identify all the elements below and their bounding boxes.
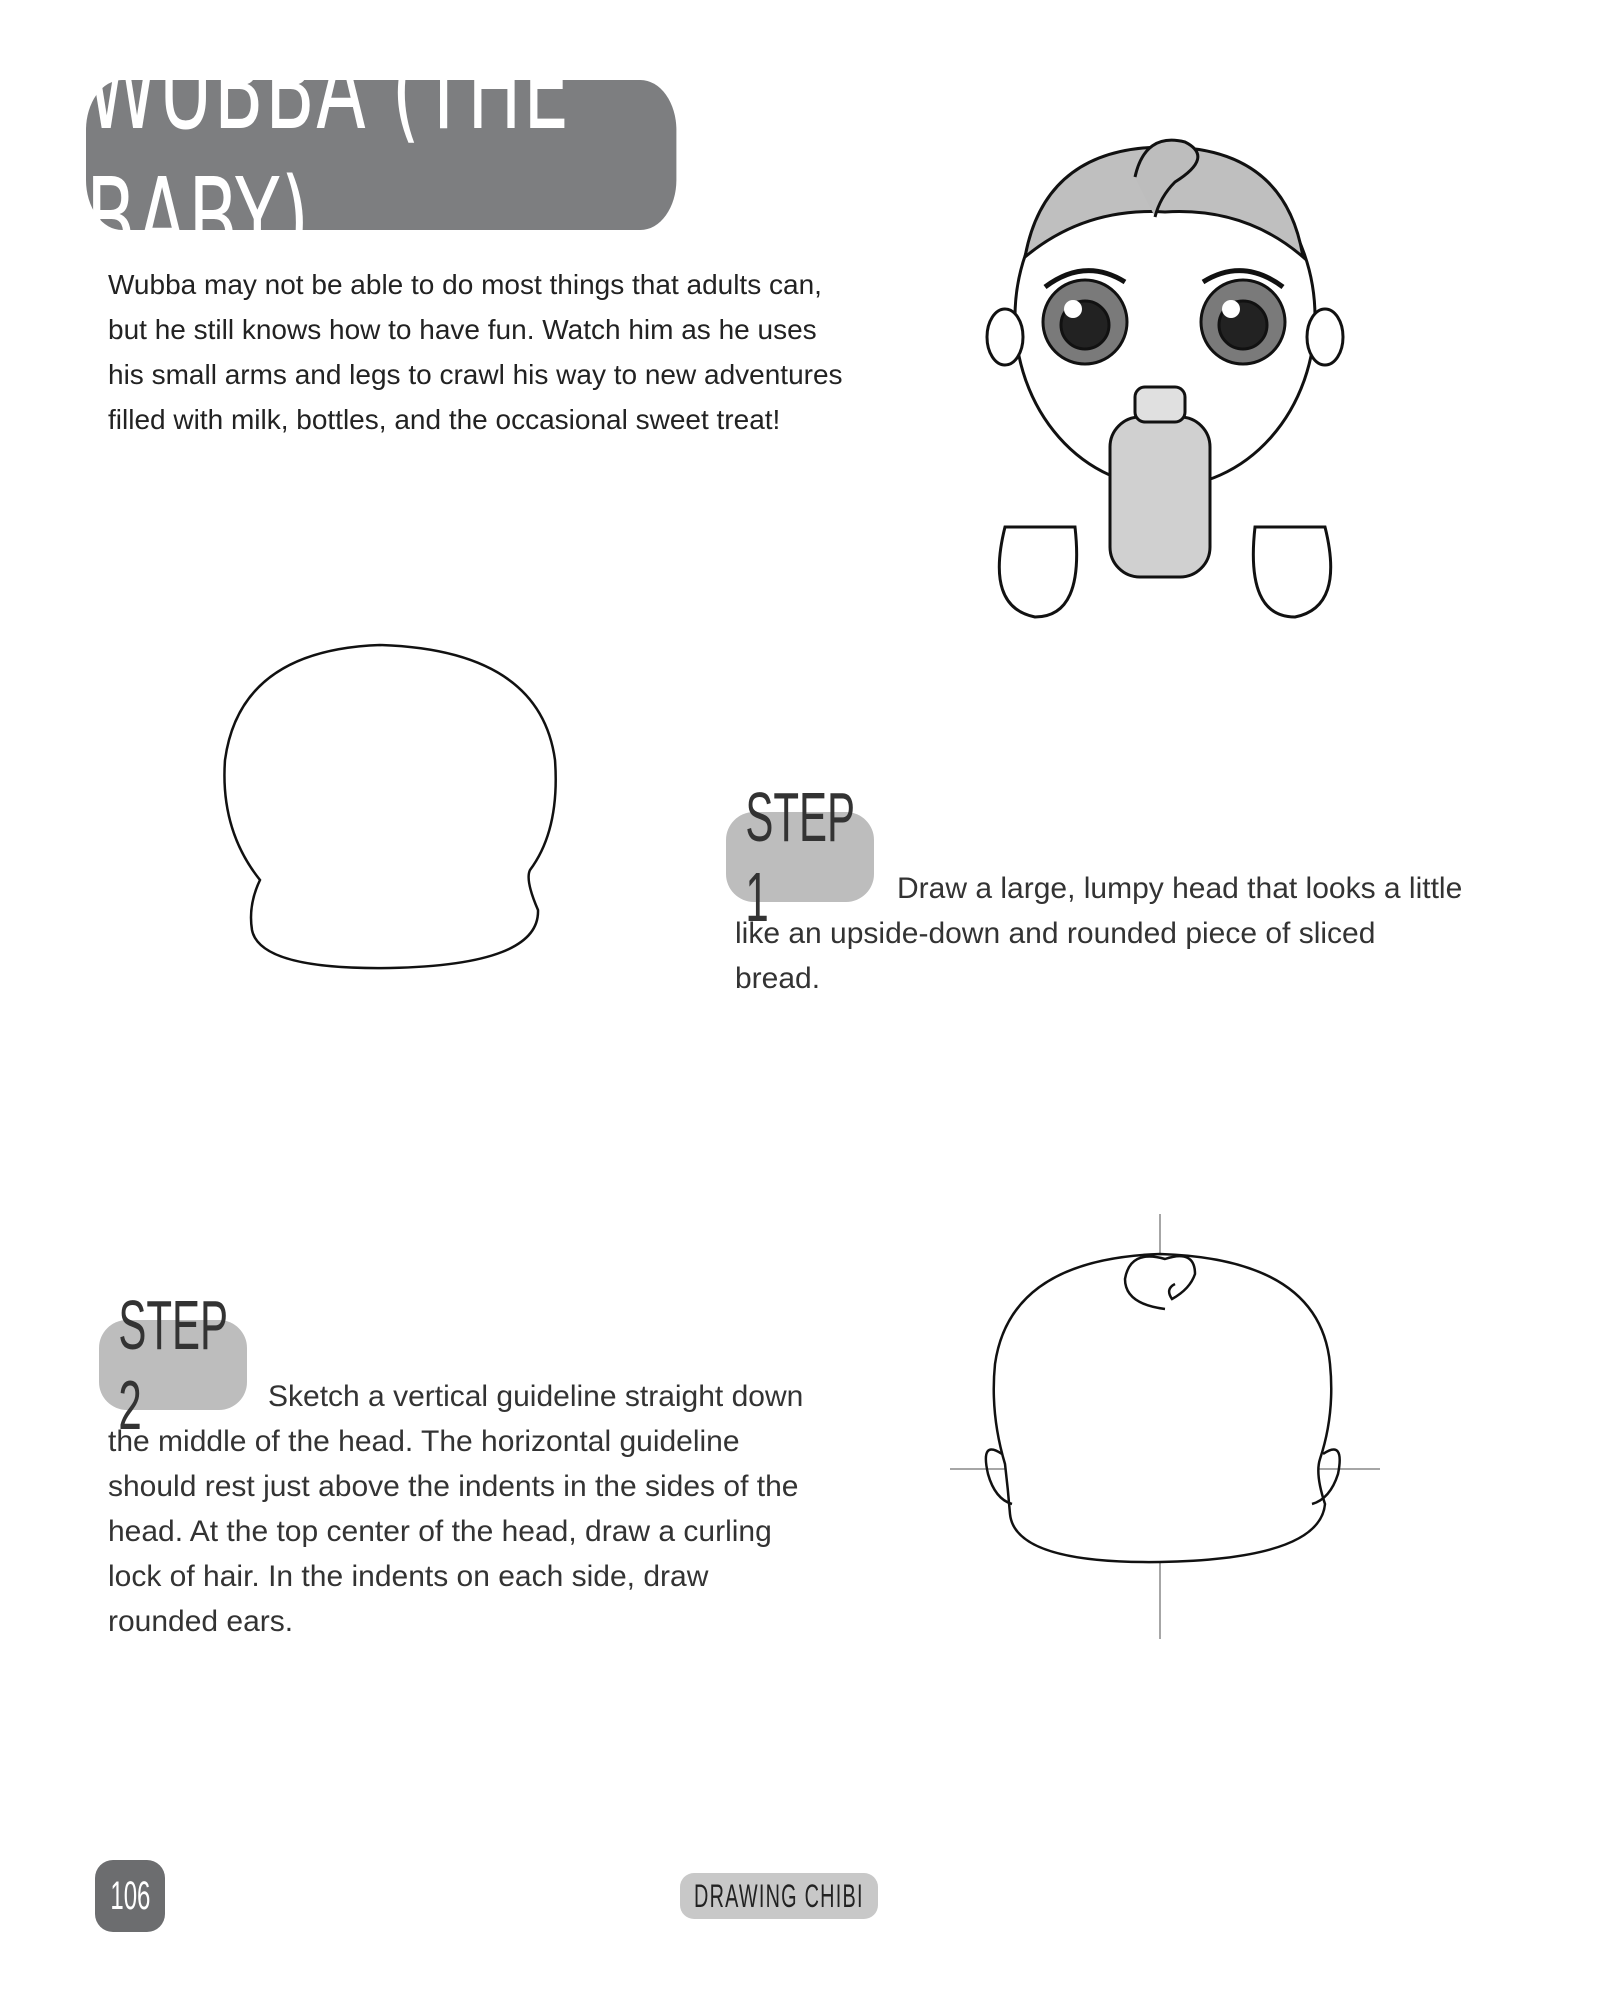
page-title: WUBBA (THE BABY) — [86, 80, 676, 230]
step1-head-drawing — [220, 640, 565, 975]
baby-illustration — [985, 127, 1345, 637]
step2-text: Sketch a vertical guideline straight down the middle of the head. The horizontal guideline should rest just above the indents in the sides of the head. At the top center of the head, draw a curling lock of hair. In the indents on each side, draw rounded ears. — [108, 1380, 804, 1638]
step1-text: Draw a large, lumpy head that looks a little like an upside-down and rounded piece of sliced bread. — [735, 872, 1463, 995]
page-number-badge — [95, 1860, 165, 1932]
step1-label: STEP 1 — [745, 778, 855, 936]
page-number: 106 — [109, 1873, 151, 1918]
step2-head-drawing — [950, 1214, 1380, 1639]
book-title: DRAWING CHIBI — [694, 1877, 864, 1914]
book-title-badge — [680, 1873, 878, 1919]
step2-label: STEP 2 — [118, 1286, 228, 1444]
intro-paragraph: Wubba may not be able to do most things that adults can, but he still knows how to have fun. Watch him as he uses his small arms and legs to crawl his way to new adventures filled with milk, bottles, and the occasional sweet treat! — [108, 269, 843, 435]
